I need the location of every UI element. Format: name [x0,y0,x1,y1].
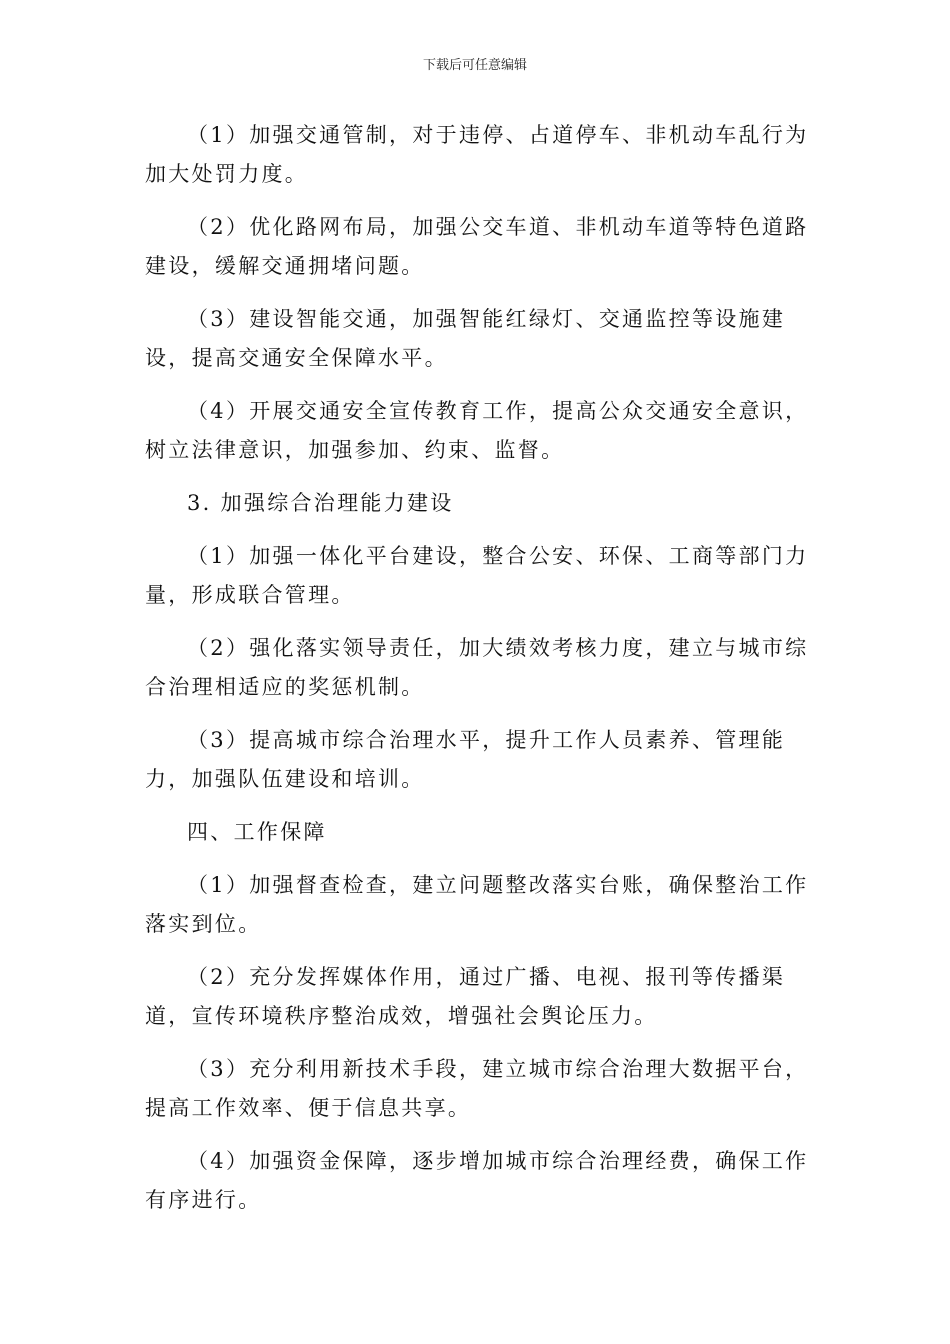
document-body [145,116,815,1234]
paragraph-media: （2）充分发挥媒体作用，通过广播、电视、报刊等传播渠道，宣传环境秩序整治成效，增强社会舆论压力。 [145,965,786,1028]
paragraph-smart-traffic: （3）建设智能交通，加强智能红绿灯、交通监控等设施建设，提高交通安全保障水平。 [145,307,786,370]
paragraph-governance-level: （3）提高城市综合治理水平，提升工作人员素养、管理能力，加强队伍建设和培训。 [145,728,786,791]
section-heading-work-guarantee: 四、工作保障 [187,820,327,844]
paragraph-safety-education: （4）开展交通安全宣传教育工作，提高公众交通安全意识，树立法律意识，加强参加、约束、监督。 [145,399,809,462]
paragraph-leadership-responsibility: （2）强化落实领导责任，加大绩效考核力度，建立与城市综合治理相适应的奖惩机制。 [145,636,809,699]
paragraph-new-technology: （3）充分利用新技术手段，建立城市综合治理大数据平台，提高工作效率、便于信息共享。 [145,1057,809,1120]
paragraph-integrated-platform: （1）加强一体化平台建设，整合公安、环保、工商等部门力量，形成联合管理。 [145,544,809,607]
paragraph-traffic-control: （1）加强交通管制，对于违停、占道停车、非机动车乱行为加大处罚力度。 [145,123,809,186]
paragraph-funding: （4）加强资金保障，逐步增加城市综合治理经费，确保工作有序进行。 [145,1149,809,1212]
page-header-note: 下载后可任意编辑 [422,58,527,73]
paragraph-road-network: （2）优化路网布局，加强公交车道、非机动车道等特色道路建设，缓解交通拥堵问题。 [145,215,809,278]
paragraph-supervision: （1）加强督查检查，建立问题整改落实台账，确保整治工作落实到位。 [145,873,809,936]
section-heading-governance: 3. 加强综合治理能力建设 [187,491,454,515]
